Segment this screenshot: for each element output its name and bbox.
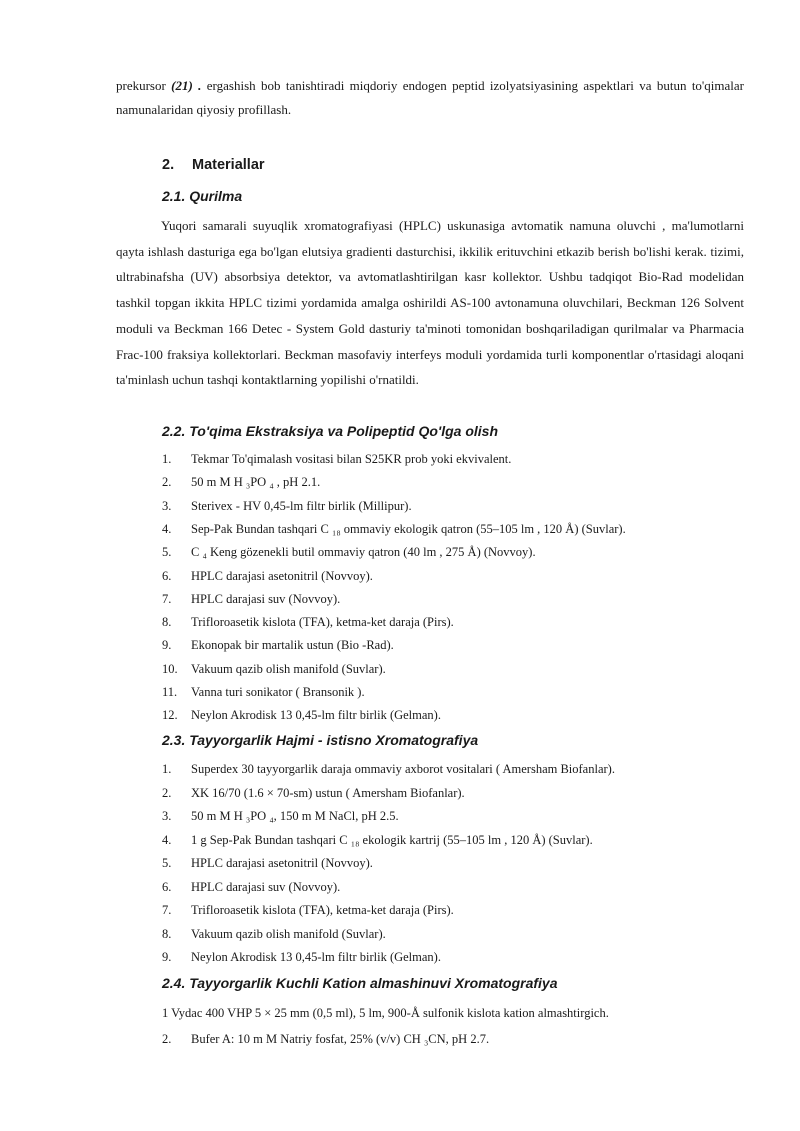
list-item-2-4-2	[162, 1032, 489, 1047]
list-item-text: Vakuum qazib olish manifold (Suvlar).	[191, 926, 386, 941]
list-item	[162, 522, 626, 537]
paragraph-2-1-text: Yuqori samarali suyuqlik xromatografiyasi (HPLC) uskunasiga avtomatik namuna oluvchi , ma'lumotlarni qayta ishlash dasturiga ega bo'lgan elutsiya gradienti dasturchisi, ikkilik erituvchini etkazib berish bo'lishi kerak. tizimi, ultrabinafsha (UV) absorbsiya detektor, va avtomatlashtirilgan kasr kollektor. Ushbu tadqiqot Bio-Rad modelidan tashkil topgan ikkita HPLC tizimi yordamida amalga oshirildi AS-100 avtonamuna oluvchilari, Beckman 126 Solvent moduli va Beckman 166 Detec - System Gold dasturiy ta'minoti tomonidan boshqariladigan qurilmalar va Pharmacia Frac-100 fraksiya kollektorlari. Beckman masofaviy interfeys moduli yordamida turli komponentlar o'rtasidagi aloqani ta'minlash uchun tashqi kontaktlarning yopilishi o'rnatildi.	[116, 218, 744, 388]
list-item-text: C ₄ Keng gözenekli butil ommaviy qatron (40 lm , 275 Å) (Novvoy).	[191, 545, 536, 560]
list-item-number: 5.	[162, 856, 172, 870]
list-item-text: Trifloroasetik kislota (TFA), ketma-ket daraja (Pirs).	[191, 615, 454, 630]
list-item-number: 1.	[162, 452, 172, 466]
list-item-text: Sterivex - HV 0,45-lm filtr birlik (Millipur).	[191, 498, 412, 513]
heading-2-4: 2.4. Tayyorgarlik Kuchli Kation almashinuvi Xromatografiya	[162, 975, 558, 991]
list-item	[162, 786, 465, 801]
list-item	[162, 708, 441, 723]
list-item-text: 50 m M H ₃PO ₄ , pH 2.1.	[191, 475, 321, 490]
list-item-number: 9.	[162, 638, 172, 653]
list-item	[162, 856, 373, 871]
list-item-number: 2.	[162, 475, 172, 490]
list-item	[162, 833, 593, 848]
intro-text-end: ergashish bob tanishtiradi miqdoriy endogen peptid izolyatsiyasining aspektlari va butun to'qimalar namunalaridan qiyosiy profillash.	[116, 78, 744, 117]
list-item-number: 7.	[162, 591, 172, 606]
intro-paragraph	[116, 74, 744, 122]
list-item-text: Bufer A: 10 m M Natriy fosfat, 25% (v/v) CH ₃CN, pH 2.7.	[191, 1032, 490, 1046]
list-item-text: Vanna turi sonikator ( Bransonik ).	[191, 685, 365, 699]
list-item	[162, 762, 615, 777]
list-item-number: 3.	[162, 498, 172, 513]
list-item-text: Neylon Akrodisk 13 0,45-lm filtr birlik (Gelman).	[191, 708, 441, 723]
list-item-number: 10.	[162, 661, 178, 676]
list-item-number: 11.	[162, 685, 178, 699]
section-title: Materiallar	[192, 157, 265, 173]
list-item-number: 1.	[162, 762, 172, 776]
list-item	[162, 638, 394, 653]
list-item-text: HPLC darajasi suv (Novvoy).	[191, 591, 341, 606]
heading-2-1: 2.1. Qurilma	[162, 188, 243, 204]
list-item-number: 2.	[162, 785, 172, 800]
heading-2-3: 2.3. Tayyorgarlik Hajmi - istisno Xromatografiya	[162, 732, 479, 748]
list-item-text: 1 g Sep-Pak Bundan tashqari C ₁₈ ekologik kartrij (55–105 lm , 120 Å) (Suvlar).	[191, 832, 593, 847]
list-item-text: XK 16/70 (1.6 × 70-sm) ustun ( Amersham Biofanlar).	[191, 785, 465, 800]
list-item-number: 8.	[162, 615, 172, 630]
list-item	[162, 903, 454, 918]
list-item-number: 6.	[162, 568, 172, 583]
paragraph-2-1	[116, 213, 744, 393]
list-item	[162, 452, 511, 467]
list-item-number: 5.	[162, 545, 172, 560]
list-item-number: 8.	[162, 926, 172, 941]
list-item-text: HPLC darajasi asetonitril (Novvoy).	[191, 568, 373, 583]
list-item	[162, 950, 441, 965]
section-number: 2.	[162, 157, 175, 173]
intro-text-start: prekursor	[116, 78, 172, 93]
list-item-number: 4.	[162, 521, 172, 536]
section-heading-materials	[162, 157, 265, 173]
list-item-2-4-1: 1 Vydac 400 VHP 5 × 25 mm (0,5 ml), 5 lm, 900-Å sulfonik kislota kation almashtirgich.	[162, 1006, 609, 1020]
list-item-text: Tekmar To'qimalash vositasi bilan S25KR prob yoki ekvivalent.	[191, 452, 512, 466]
list-item	[162, 927, 386, 942]
list-item-number: 3.	[162, 809, 172, 823]
list-item-text: Ekonopak bir martalik ustun (Bio -Rad).	[191, 638, 394, 653]
list-item	[162, 569, 373, 584]
reference-number: (21) .	[171, 78, 202, 93]
list-item	[162, 809, 399, 824]
list-item	[162, 475, 320, 490]
list-item	[162, 880, 340, 895]
list-item-text: Vakuum qazib olish manifold (Suvlar).	[191, 661, 386, 676]
list-item-number: 7.	[162, 903, 172, 917]
list-item-text: Sep-Pak Bundan tashqari C ₁₈ ommaviy ekologik qatron (55–105 lm , 120 Å) (Suvlar).	[191, 521, 626, 536]
list-item	[162, 685, 365, 700]
list-item-number: 9.	[162, 950, 172, 964]
list-item-number: 2.	[162, 1032, 172, 1046]
heading-2-2: 2.2. To'qima Ekstraksiya va Polipeptid Qo'lga olish	[162, 423, 499, 439]
list-item-text: HPLC darajasi suv (Novvoy).	[191, 879, 341, 894]
list-item-number: 6.	[162, 879, 172, 894]
list-item-text: 50 m M H ₃PO ₄, 150 m M NaCl, pH 2.5.	[191, 809, 399, 823]
list-item-text: Superdex 30 tayyorgarlik daraja ommaviy axborot vositalari ( Amersham Biofanlar).	[191, 762, 615, 776]
list-item-text: HPLC darajasi asetonitril (Novvoy).	[191, 856, 373, 870]
list-item	[162, 499, 412, 514]
list-item	[162, 662, 386, 677]
list-item-number: 4.	[162, 832, 172, 847]
list-item-text: Neylon Akrodisk 13 0,45-lm filtr birlik (Gelman).	[191, 950, 441, 964]
list-item	[162, 545, 536, 560]
list-item	[162, 615, 454, 630]
list-item-text: Trifloroasetik kislota (TFA), ketma-ket daraja (Pirs).	[191, 903, 454, 917]
list-item	[162, 592, 340, 607]
list-item-number: 12.	[162, 708, 178, 723]
